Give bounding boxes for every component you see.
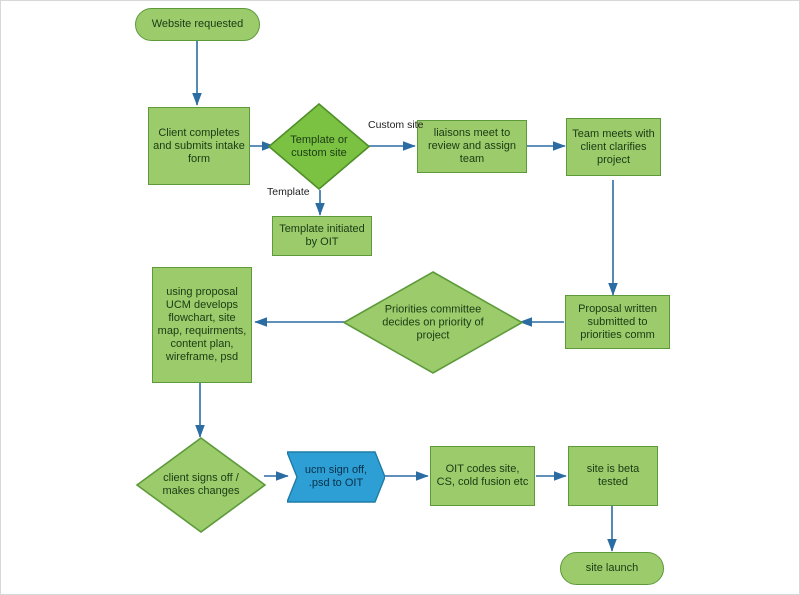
node-ucm-signoff-psd-to-oit[interactable] — [287, 450, 385, 504]
node-label: Team meets with client clarifies project — [572, 127, 655, 166]
node-client-signs-off-decision[interactable] — [136, 437, 266, 533]
node-label: Template initiated by OIT — [279, 223, 365, 248]
node-label: ucm sign off, .psd to OIT — [304, 464, 368, 489]
node-label: site launch — [585, 562, 639, 574]
node-priorities-committee-decision[interactable] — [343, 271, 523, 374]
node-team-meets-client[interactable] — [566, 118, 661, 176]
node-label: OIT codes site, CS, cold fusion etc — [436, 463, 529, 488]
node-website-requested[interactable] — [135, 8, 260, 41]
node-template-or-custom-decision[interactable] — [268, 103, 370, 190]
node-proposal-written[interactable] — [565, 295, 670, 349]
node-template-initiated-oit[interactable] — [272, 216, 372, 256]
node-label: liaisons meet to review and assign team — [427, 127, 517, 165]
node-liaisons-meet[interactable] — [417, 120, 527, 173]
node-label: Proposal written submitted to priorities comm — [578, 302, 657, 341]
node-site-launch[interactable] — [560, 552, 664, 585]
node-label: Client completes and submits intake form — [153, 126, 245, 165]
node-client-intake-form[interactable] — [148, 107, 250, 185]
edge-label-template: Template — [267, 186, 310, 198]
node-label: client signs off / makes changes — [162, 472, 240, 497]
node-ucm-develops-deliverables[interactable] — [152, 267, 252, 383]
edge-label-custom-site: Custom site — [368, 119, 424, 131]
node-label: using proposal UCM develops flowchart, site map, requirments, content plan, wireframe, psd — [157, 286, 247, 363]
node-label: Website requested — [151, 18, 244, 30]
node-label: Template or custom site — [290, 133, 348, 159]
node-site-beta-tested[interactable] — [568, 446, 658, 506]
node-oit-codes-site[interactable] — [430, 446, 535, 506]
node-label: Priorities committee decides on priority of project — [382, 303, 484, 341]
node-label: site is beta tested — [586, 463, 640, 488]
